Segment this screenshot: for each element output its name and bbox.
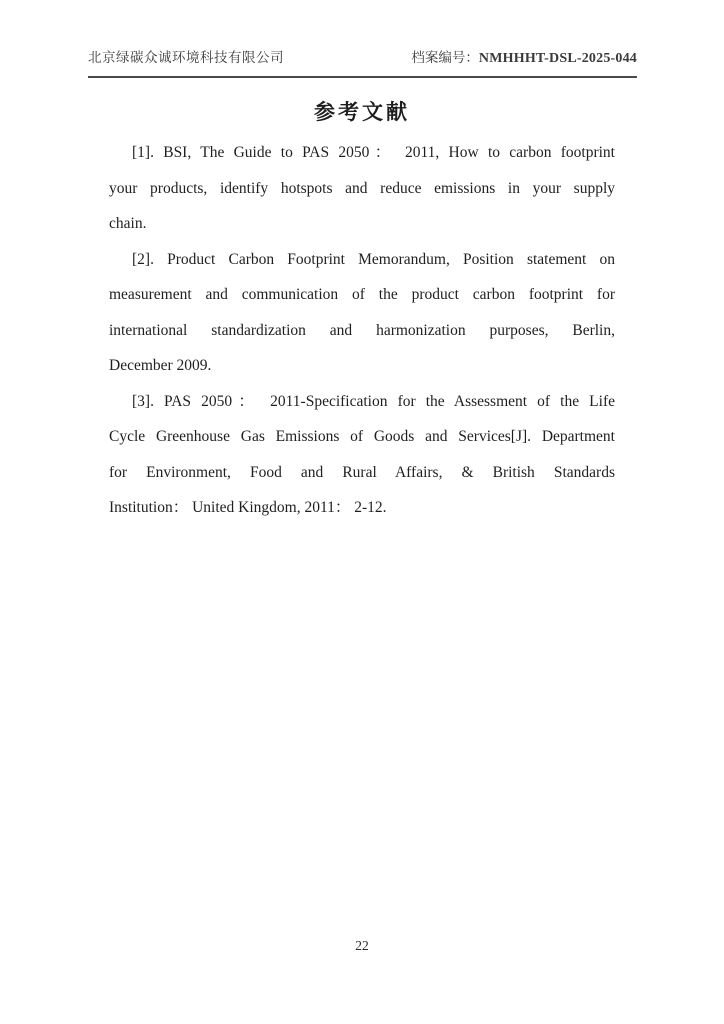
- reference-line: December 2009.: [109, 357, 212, 374]
- reference-line: Institution： United Kingdom, 2011： 2-12.: [109, 499, 387, 516]
- reference-line: chain.: [109, 215, 147, 232]
- reference-line: [3]. PAS 2050： 2011-Specification for the Assessment of the Life: [132, 392, 615, 410]
- doc-number: [411, 46, 637, 67]
- reference-item: [109, 135, 615, 242]
- company-name: 北京绿碳众诚环境科技有限公司: [88, 50, 284, 65]
- reference-line: Cycle Greenhouse Gas Emissions of Goods and Services[J]. Department: [109, 428, 615, 445]
- reference-line: your products, identify hotspots and reduce emissions in your supply: [109, 179, 615, 197]
- page-number: 22: [355, 938, 369, 953]
- reference-line: measurement and communication of the product carbon footprint for: [109, 286, 615, 303]
- doc-number-label: 档案编号：: [411, 50, 479, 65]
- reference-line: for Environment, Food and Rural Affairs, & British Standards: [109, 463, 615, 481]
- reference-line: [1]. BSI, The Guide to PAS 2050： 2011, How to carbon footprint: [132, 144, 615, 161]
- reference-line: international standardization and harmonization purposes, Berlin,: [109, 321, 615, 339]
- doc-number-value: NMHHHT-DSL-2025-044: [478, 51, 637, 66]
- reference-line: [2]. Product Carbon Footprint Memorandum, Position statement on: [132, 250, 615, 268]
- reference-item: [109, 242, 615, 384]
- references-section: [109, 135, 615, 526]
- page-title: 参考文献: [314, 100, 410, 124]
- page-header: [88, 46, 637, 78]
- reference-item: [109, 384, 615, 526]
